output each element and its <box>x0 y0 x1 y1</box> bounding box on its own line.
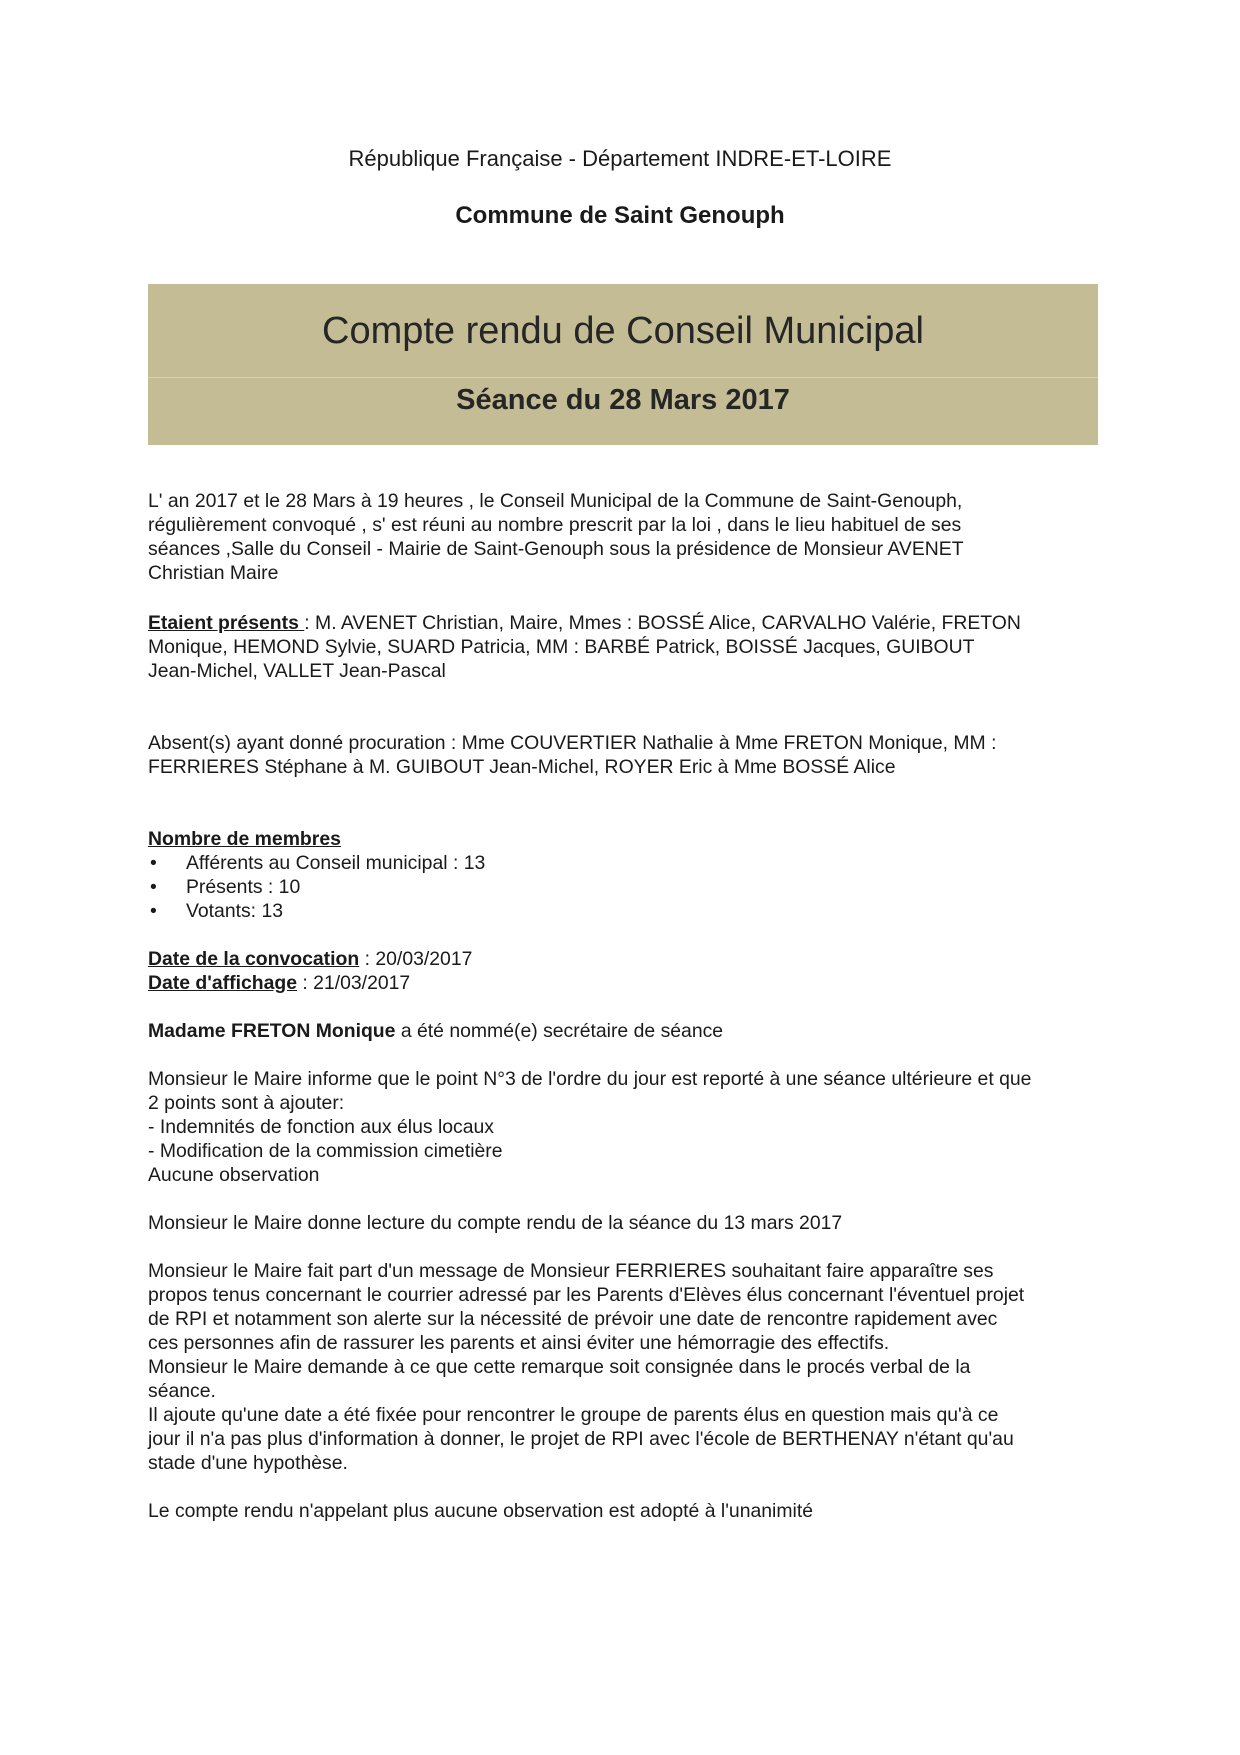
ordre-line: Aucune observation <box>148 1164 320 1186</box>
lecture-line: Monsieur le Maire donne lecture du compte rendu de la séance du 13 mars 2017 <box>148 1212 843 1234</box>
membres-item: Votants: 13 <box>186 900 284 922</box>
list-item <box>148 875 1108 899</box>
header-commune: Commune de Saint Genouph <box>455 202 785 229</box>
presents-line: Jean-Michel, VALLET Jean-Pascal <box>148 660 446 682</box>
message-line: Il ajoute qu'une date a été fixée pour rencontrer le groupe de parents élus en question mais qu'à ce <box>148 1404 999 1426</box>
absents-line: FERRIERES Stéphane à M. GUIBOUT Jean-Michel, ROYER Eric à Mme BOSSÉ Alice <box>148 756 896 778</box>
bullet-icon: • <box>150 876 157 898</box>
ordre-line: Monsieur le Maire informe que le point N°3 de l'ordre du jour est reporté à une séance ultérieure et que <box>148 1068 1032 1090</box>
ordre-line: - Indemnités de fonction aux élus locaux <box>148 1116 495 1138</box>
message-line: ces personnes afin de rassurer les parents et ainsi éviter une hémorragie des effectifs. <box>148 1332 890 1354</box>
message-line: jour il n'a pas plus d'information à donner, le projet de RPI avec l'école de BERTHENAY n'étant qu'au <box>148 1428 1014 1450</box>
absents-line: Absent(s) ayant donné procuration : Mme COUVERTIER Nathalie à Mme FRETON Monique, MM : <box>148 732 997 754</box>
convocation-value: : 20/03/2017 <box>359 948 473 970</box>
absents-paragraph <box>148 731 1108 779</box>
presents-line: Monique, HEMOND Sylvie, SUARD Patricia, MM : BARBÉ Patrick, BOISSÉ Jacques, GUIBOUT <box>148 636 975 658</box>
date-convocation <box>148 947 1108 971</box>
ordre-line: 2 points sont à ajouter: <box>148 1092 345 1114</box>
membres-list <box>148 851 1108 923</box>
adopte-line: Le compte rendu n'appelant plus aucune observation est adopté à l'unanimité <box>148 1500 813 1522</box>
membres-item: Présents : 10 <box>186 876 301 898</box>
list-item <box>148 851 1108 875</box>
secretaire-role: a été nommé(e) secrétaire de séance <box>395 1020 724 1042</box>
membres-section <box>148 827 1108 923</box>
list-item <box>148 899 1108 923</box>
affichage-value: : 21/03/2017 <box>297 972 411 994</box>
intro-line: Christian Maire <box>148 562 279 584</box>
message-line: Monsieur le Maire fait part d'un message de Monsieur FERRIERES souhaitant faire apparaître ses <box>148 1260 994 1282</box>
bullet-icon: • <box>150 852 157 874</box>
message-line: Monsieur le Maire demande à ce que cette remarque soit consignée dans le procés verbal de la <box>148 1356 971 1378</box>
date-affichage <box>148 971 1108 995</box>
ordre-line: - Modification de la commission cimetière <box>148 1140 503 1162</box>
secretaire-name: Madame FRETON Monique <box>148 1020 396 1042</box>
convocation-label: Date de la convocation <box>148 948 360 970</box>
bullet-icon: • <box>150 900 157 922</box>
banner-subtitle: Séance du 28 Mars 2017 <box>456 384 790 416</box>
intro-line: séances ,Salle du Conseil - Mairie de Saint-Genouph sous la présidence de Monsieur AVENET <box>148 538 964 560</box>
message-paragraph <box>148 1259 1108 1475</box>
ordre-du-jour-paragraph <box>148 1067 1108 1187</box>
secretaire-line <box>148 1019 1108 1043</box>
intro-line: régulièrement convoqué , s' est réuni au nombre prescrit par la loi , dans le lieu habituel de ses <box>148 514 962 536</box>
lecture-paragraph <box>148 1211 1108 1235</box>
presents-label: Etaient présents <box>148 612 305 634</box>
message-line: séance. <box>148 1380 216 1402</box>
message-line: de RPI et notamment son alerte sur la nécessité de prévoir une date de rencontre rapidement avec <box>148 1308 998 1330</box>
intro-line: L' an 2017 et le 28 Mars à 19 heures , le Conseil Municipal de la Commune de Saint-Genouph, <box>148 490 963 512</box>
affichage-label: Date d'affichage <box>148 972 297 994</box>
adopte-paragraph <box>148 1499 1108 1523</box>
membres-item: Afférents au Conseil municipal : 13 <box>186 852 486 874</box>
title-banner <box>148 284 1098 445</box>
banner-title: Compte rendu de Conseil Municipal <box>322 310 924 352</box>
membres-title: Nombre de membres <box>148 828 341 850</box>
secretaire-text <box>148 1019 1108 1043</box>
presents-line <box>148 611 1108 635</box>
presents-text: : M. AVENET Christian, Maire, Mmes : BOSSÉ Alice, CARVALHO Valérie, FRETON <box>304 612 1021 634</box>
presents-paragraph <box>148 611 1108 683</box>
message-line: propos tenus concernant le courrier adressé par les Parents d'Elèves élus concernant l'éventuel projet <box>148 1284 1025 1306</box>
intro-paragraph <box>148 489 1108 585</box>
dates-section <box>148 947 1108 995</box>
header-republique: République Française - Département INDRE-ET-LOIRE <box>348 146 892 171</box>
banner-divider <box>148 377 1098 378</box>
message-line: stade d'une hypothèse. <box>148 1452 348 1474</box>
